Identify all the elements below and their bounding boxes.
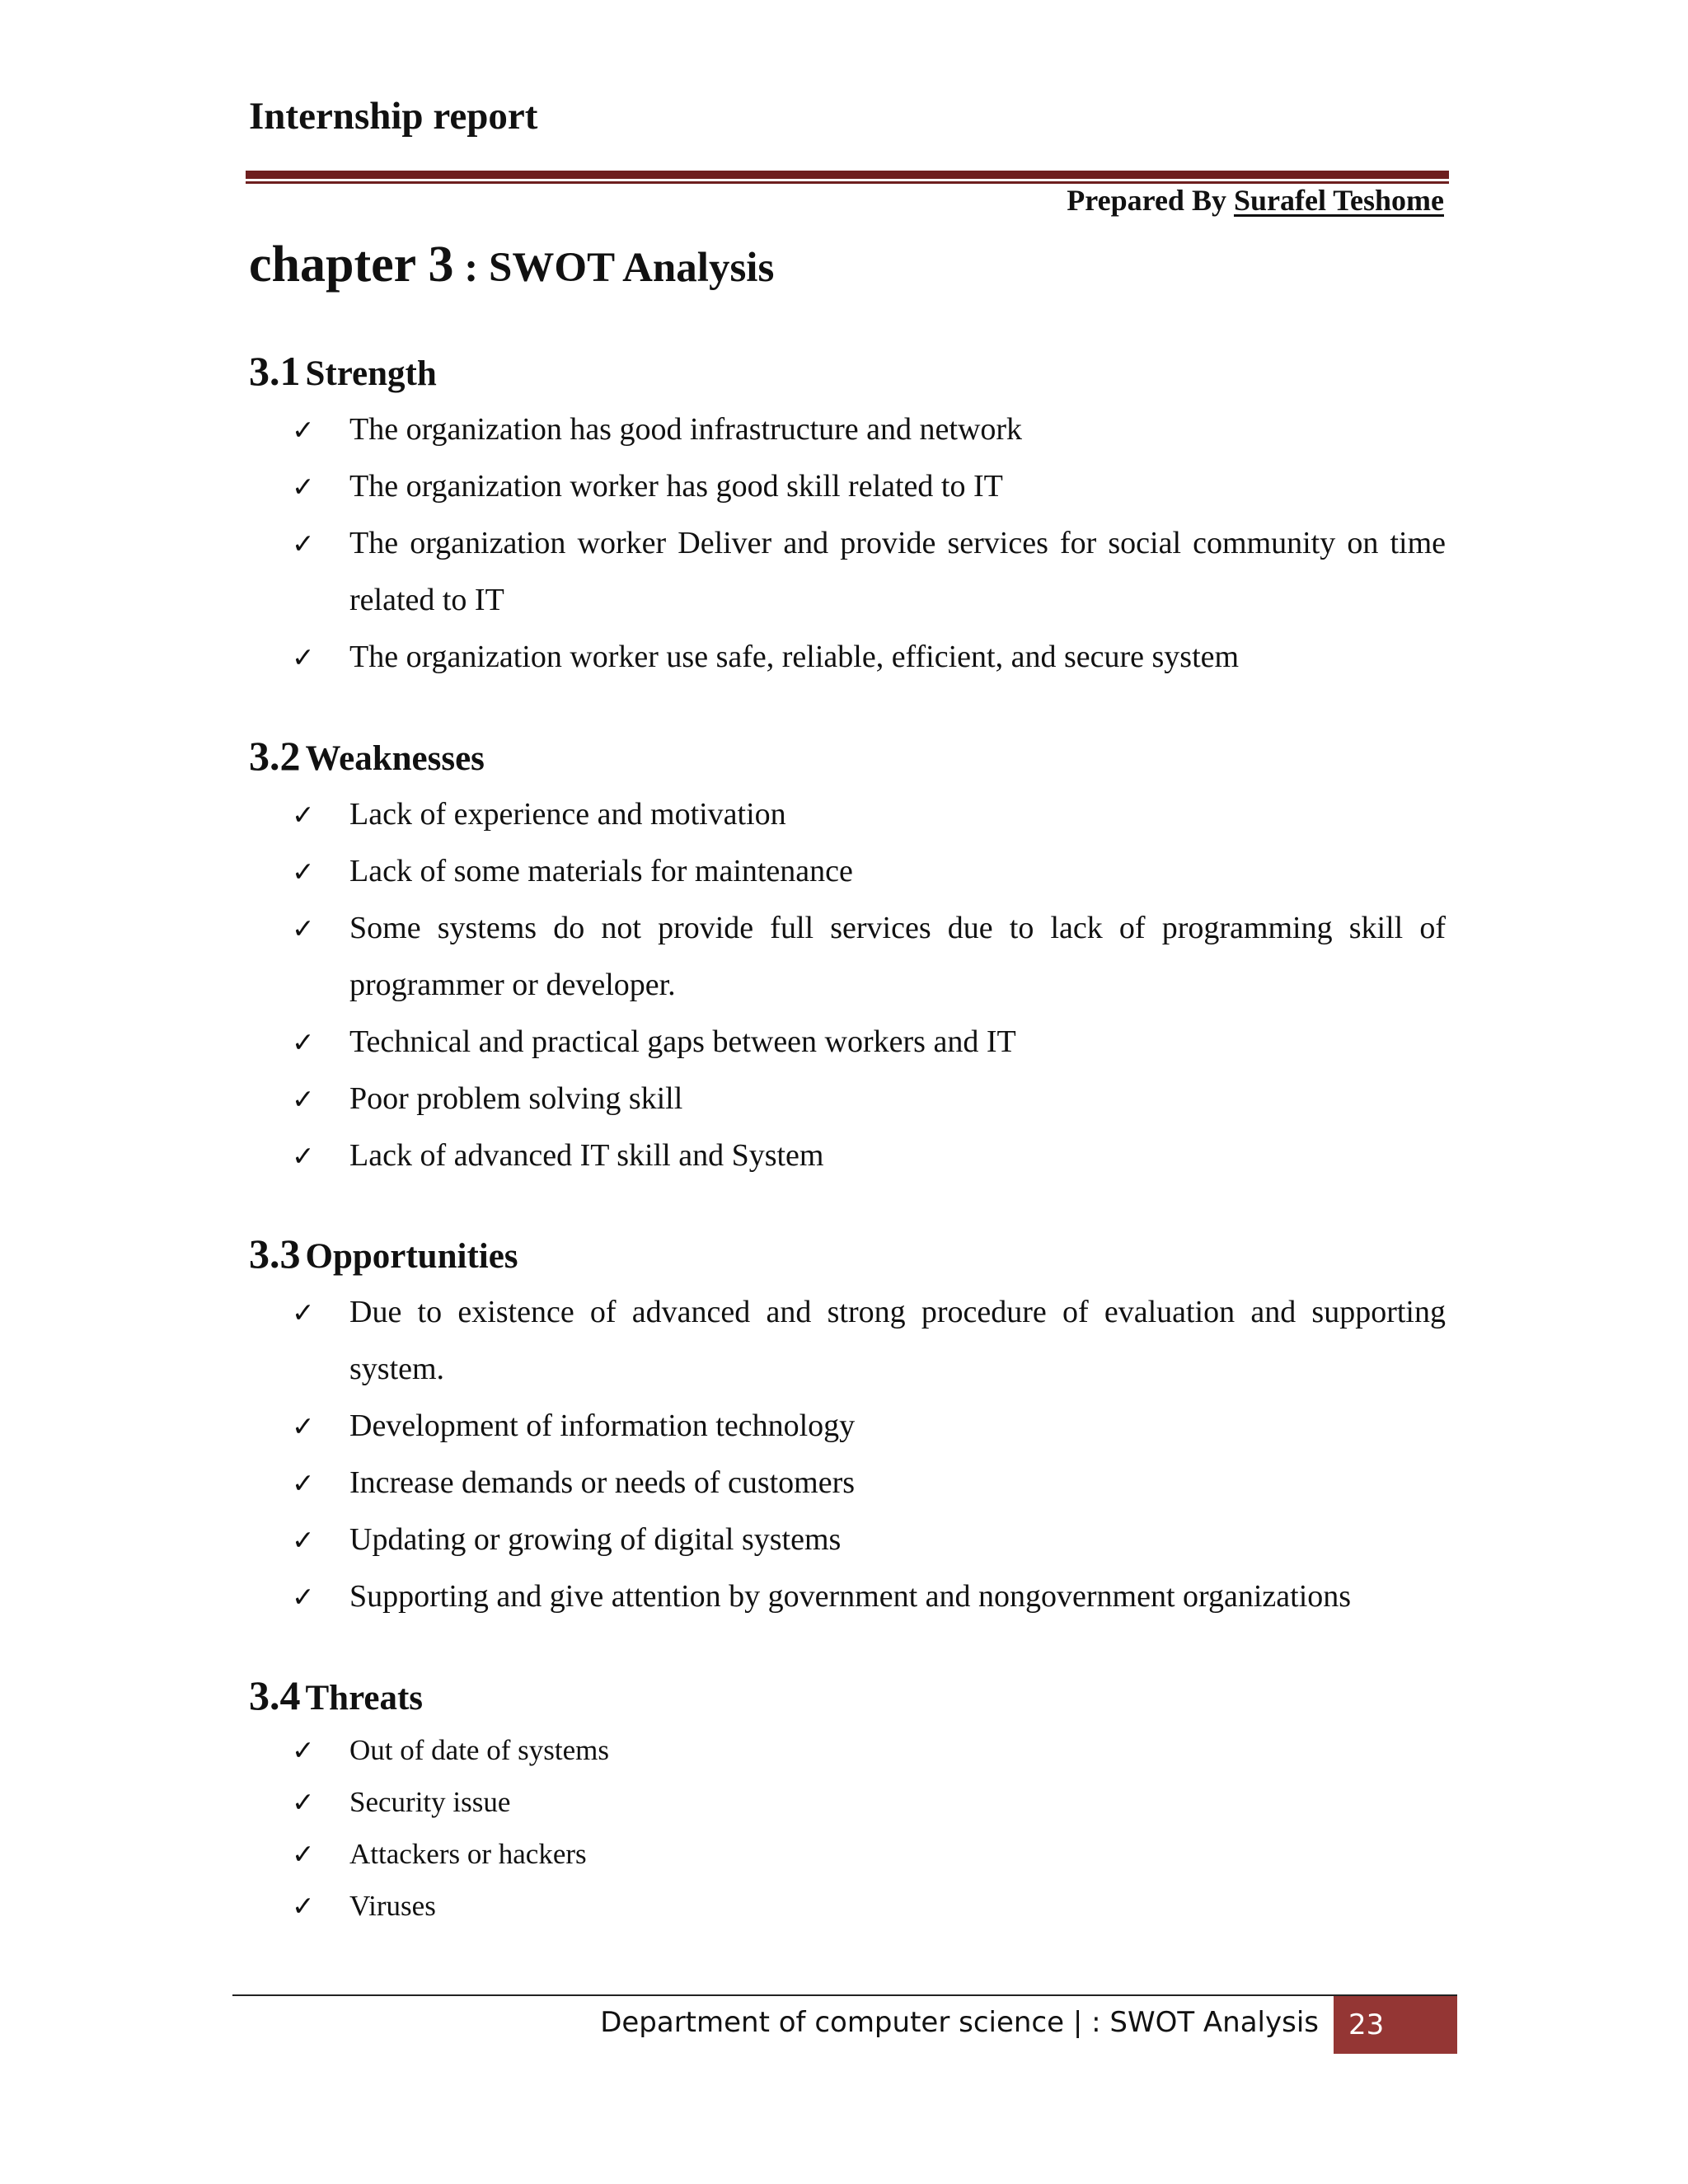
section-heading <box>249 1672 1446 1718</box>
list-item-text: Out of date of systems <box>349 1734 609 1766</box>
section-threats <box>249 1672 1446 1922</box>
page-number: 23 <box>1334 1996 1457 2054</box>
section-heading <box>249 348 1446 394</box>
section-number: 3.4 <box>249 1672 301 1718</box>
check-icon: ✓ <box>292 471 315 503</box>
footer-text: Department of computer science | : SWOT Analysis <box>600 2006 1319 2039</box>
author-name: Surafel Teshome <box>1233 184 1444 217</box>
threats-list <box>292 1724 1446 1932</box>
section-opportunities <box>249 1230 1446 1614</box>
check-icon: ✓ <box>292 1581 315 1613</box>
chapter-title <box>249 237 775 293</box>
list-item <box>292 900 1446 1014</box>
section-name: Opportunities <box>305 1237 518 1276</box>
section-name: Strength <box>305 354 437 393</box>
list-item-text: Lack of advanced IT skill and System <box>349 1138 824 1173</box>
list-item-text: The organization worker has good skill related to IT <box>349 469 1003 504</box>
list-item-text: Technical and practical gaps between workers and IT <box>349 1024 1016 1059</box>
list-item <box>292 786 1446 843</box>
header-rule <box>246 171 1449 179</box>
list-item <box>292 1071 1446 1127</box>
list-item-text: The organization has good infrastructure and network <box>349 412 1023 447</box>
section-number: 3.3 <box>249 1230 301 1277</box>
weaknesses-list <box>292 786 1446 1184</box>
section-number: 3.2 <box>249 733 301 779</box>
list-item <box>292 843 1446 900</box>
check-icon: ✓ <box>292 1734 315 1766</box>
list-item <box>292 1284 1446 1398</box>
check-icon: ✓ <box>292 641 315 673</box>
check-icon: ✓ <box>292 1083 315 1115</box>
list-item-text: The organization worker use safe, reliable, efficient, and secure system <box>349 640 1240 674</box>
list-item-text: Due to existence of advanced and strong procedure of evaluation and supporting system. <box>349 1295 1446 1386</box>
check-icon: ✓ <box>292 1524 315 1556</box>
section-strength <box>249 348 1446 674</box>
page-header-title: Internship report <box>249 95 538 138</box>
list-item <box>292 629 1446 686</box>
list-item-text: Some systems do not provide full services due to lack of programming skill of programmer or developer. <box>349 911 1446 1002</box>
check-icon: ✓ <box>292 855 315 888</box>
opportunities-list <box>292 1284 1446 1625</box>
chapter-title-lead: chapter 3 <box>249 237 454 293</box>
check-icon: ✓ <box>292 799 315 831</box>
list-item-text: Security issue <box>349 1786 511 1818</box>
prepared-by <box>1067 183 1444 218</box>
list-item <box>292 1398 1446 1455</box>
list-item-text: Updating or growing of digital systems <box>349 1522 842 1557</box>
list-item <box>292 1880 1446 1932</box>
list-item-text: Increase demands or needs of customers <box>349 1465 856 1500</box>
check-icon: ✓ <box>292 1296 315 1329</box>
list-item-text: Lack of some materials for maintenance <box>349 854 853 888</box>
prepared-by-label: Prepared By <box>1067 184 1226 217</box>
section-weaknesses <box>249 733 1446 1173</box>
list-item <box>292 1014 1446 1071</box>
list-item-text: Lack of experience and motivation <box>349 797 786 832</box>
section-heading <box>249 733 1446 779</box>
list-item <box>292 1776 1446 1828</box>
check-icon: ✓ <box>292 1410 315 1442</box>
list-item <box>292 1455 1446 1511</box>
list-item <box>292 401 1446 458</box>
check-icon: ✓ <box>292 1786 315 1818</box>
check-icon: ✓ <box>292 1026 315 1058</box>
list-item <box>292 515 1446 629</box>
section-heading <box>249 1230 1446 1277</box>
list-item-text: Attackers or hackers <box>349 1838 587 1870</box>
list-item-text: Poor problem solving skill <box>349 1081 683 1116</box>
list-item <box>292 458 1446 515</box>
list-item <box>292 1127 1446 1184</box>
check-icon: ✓ <box>292 1838 315 1870</box>
footer-rule <box>232 1994 1457 1996</box>
list-item <box>292 1511 1446 1568</box>
check-icon: ✓ <box>292 912 315 944</box>
list-item-text: Development of information technology <box>349 1408 856 1443</box>
check-icon: ✓ <box>292 527 315 560</box>
list-item <box>292 1828 1446 1880</box>
strength-list <box>292 401 1446 686</box>
section-name: Weaknesses <box>305 739 485 778</box>
list-item-text: The organization worker Deliver and provide services for social community on time related to IT <box>349 526 1446 617</box>
list-item-text: Viruses <box>349 1890 436 1922</box>
section-name: Threats <box>305 1679 424 1718</box>
section-number: 3.1 <box>249 348 301 394</box>
chapter-title-rest: : SWOT Analysis <box>453 245 775 291</box>
check-icon: ✓ <box>292 1140 315 1172</box>
list-item <box>292 1568 1446 1625</box>
check-icon: ✓ <box>292 414 315 446</box>
list-item-text: Supporting and give attention by government and nongovernment organizations <box>349 1579 1352 1614</box>
list-item <box>292 1724 1446 1776</box>
check-icon: ✓ <box>292 1890 315 1922</box>
check-icon: ✓ <box>292 1467 315 1499</box>
